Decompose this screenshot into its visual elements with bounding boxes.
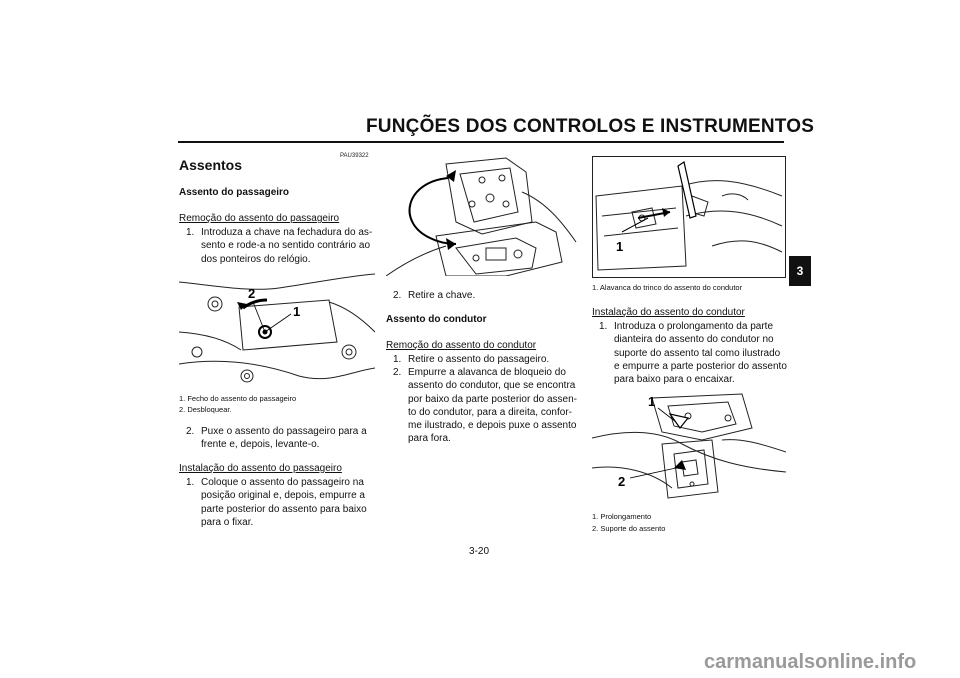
passenger-removal-step-1 <box>186 226 374 266</box>
passenger-removal-step-2 <box>186 425 374 452</box>
step-number: 1. <box>393 354 402 365</box>
install-figure-caption-1: 1. Prolongamento <box>592 512 652 521</box>
driver-install-title: Instalação do assento do condutor <box>592 307 745 318</box>
section-code: PAU39322 <box>340 153 369 159</box>
driver-removal-title: Remoção do assento do condutor <box>386 340 537 351</box>
driver-removal-step-1 <box>393 353 581 366</box>
driver-install-step-1 <box>599 320 787 386</box>
seat-removal-figure <box>386 152 580 276</box>
step-number: 2. <box>393 290 402 301</box>
page-number: 3-20 <box>469 546 490 557</box>
passenger-seat-lock-figure <box>179 272 375 388</box>
step-text: Introduza o prolongamento da parte dianteira do assento do condutor no suporte do assento tal como ilustrado e empurre a parte posterior do assento para baixo para o encaixar. <box>614 321 787 386</box>
step-text: Puxe o assento do passageiro para a frente e, depois, levante-o. <box>201 426 367 451</box>
driver-removal-step-2 <box>393 366 581 446</box>
passenger-install-title: Instalação do assento do passageiro <box>179 463 342 474</box>
header-rule <box>178 141 784 143</box>
passenger-figure-caption-2: 2. Desbloquear. <box>179 405 232 414</box>
seat-latch-lever-figure <box>592 156 786 278</box>
step-number: 1. <box>186 227 195 238</box>
step-text: Introduza a chave na fechadura do as-sento e rode-a no sentido contrário ao dos ponteiros do relógio. <box>201 227 373 265</box>
passenger-seat-heading: Assento do passageiro <box>179 187 290 198</box>
step-number: 2. <box>186 426 195 437</box>
section-title: Assentos <box>179 157 243 173</box>
passenger-figure-caption-1: 1. Fecho do assento do passageiro <box>179 394 297 403</box>
step-text: Empurre a alavanca de bloqueio do assento do condutor, que se encontra por baixo da parte posterior do assen-to do condutor, para a direita, confor-me ilustrado, e depois puxe o assento para fora. <box>408 367 577 445</box>
step-number: 1. <box>186 477 195 488</box>
passenger-install-step-1 <box>186 476 374 529</box>
step-text: Retire o assento do passageiro. <box>408 354 550 365</box>
install-figure-caption-2: 2. Suporte do assento <box>592 524 666 533</box>
page-header-title: FUNÇÕES DOS CONTROLOS E INSTRUMENTOS <box>366 116 815 137</box>
chapter-tab: 3 <box>789 256 811 286</box>
step-text: Retire a chave. <box>408 290 476 301</box>
watermark: carmanualsonline.info <box>704 651 917 673</box>
figure-label-2: 2 <box>618 474 626 489</box>
seat-installation-figure <box>592 388 786 506</box>
figure-label-1: 1 <box>648 394 656 409</box>
figure-label-2: 2 <box>248 286 256 301</box>
figure-label-1: 1 <box>293 304 301 319</box>
figure-label-1: 1 <box>616 239 624 254</box>
step-number: 2. <box>393 367 402 378</box>
driver-removal-step-retire-key <box>393 289 581 302</box>
passenger-removal-title: Remoção do assento do passageiro <box>179 213 340 224</box>
latch-figure-caption: 1. Alavanca do trinco do assento do condutor <box>592 283 743 292</box>
step-text: Coloque o assento do passageiro na posição original e, depois, empurre a parte posterior do assento para baixo para o fixar. <box>201 477 367 528</box>
step-number: 1. <box>599 321 608 332</box>
driver-seat-heading: Assento do condutor <box>386 314 487 325</box>
